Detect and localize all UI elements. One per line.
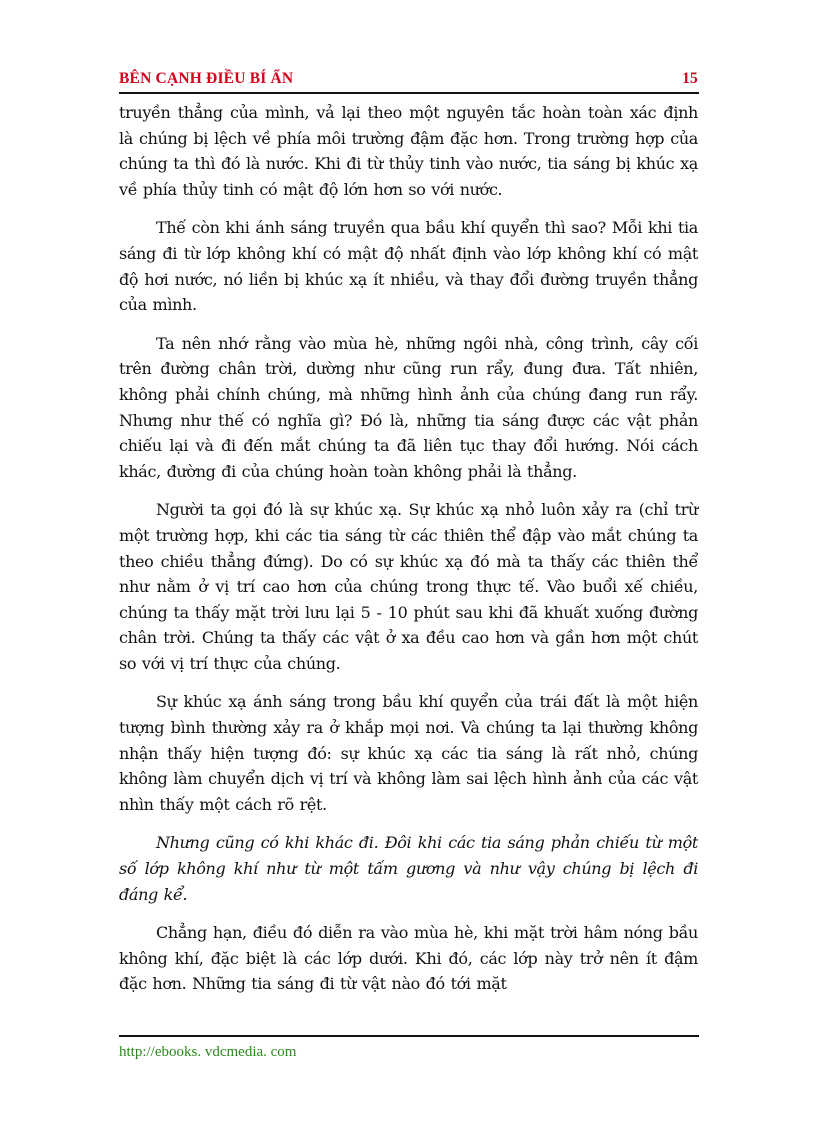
- paragraph-1: truyền thẳng của mình, vả lại theo một nguyên tắc hoàn toàn xác định là chúng bị lệch về phía môi trường đậm đặc hơn. Trong trường hợp của chúng ta thì đó là nước. Khi đi từ thủy tinh vào nước, tia sáng bị khúc xạ về phía thủy tinh có mật độ lớn hơn so với nước.: [119, 103, 698, 199]
- footer-divider: [119, 1035, 699, 1037]
- header-divider: [119, 92, 699, 94]
- page-header: [119, 62, 698, 88]
- paragraph-6-italic: Nhưng cũng có khi khác đi. Đôi khi các tia sáng phản chiếu từ một số lớp không khí như từ một tấm gương và như vậy chúng bị lệch đi đáng kể.: [119, 833, 698, 904]
- paragraph-3: Ta nên nhớ rằng vào mùa hè, những ngôi nhà, công trình, cây cối trên đường chân trời, dường như cũng run rẩy, đung đưa. Tất nhiên, không phải chính chúng, mà những hình ảnh của chúng đang run rẩy. Nhưng như thế có nghĩa gì? Đó là, những tia sáng được các vật phản chiếu lại và đi đến mắt chúng ta đã liên tục thay đổi hướng. Nói cách khác, đường đi của chúng hoàn toàn không phải là thẳng.: [119, 333, 698, 481]
- paragraph-5: Sự khúc xạ ánh sáng trong bầu khí quyển của trái đất là một hiện tượng bình thường xảy ra ở khắp mọi nơi. Và chúng ta lại thường không nhận thấy hiện tượng đó: sự khúc xạ các tia sáng là rất nhỏ, chúng không làm chuyển dịch vị trí và không làm sai lệch hình ảnh của các vật nhìn thấy một cách rõ rệt.: [119, 692, 698, 814]
- body-text: [119, 100, 698, 1010]
- footer-url[interactable]: http://ebooks. vdcmedia. com: [119, 1044, 297, 1060]
- paragraph-7: Chẳng hạn, điều đó diễn ra vào mùa hè, khi mặt trời hâm nóng bầu không khí, đặc biệt là các lớp dưới. Khi đó, các lớp này trở nên ít đậm đặc hơn. Những tia sáng đi từ vật nào đó tới mặt: [119, 923, 698, 994]
- paragraph-2: Thế còn khi ánh sáng truyền qua bầu khí quyển thì sao? Mỗi khi tia sáng đi từ lớp không khí có mật độ nhất định vào lớp không khí có mật độ hơi nước, nó liền bị khúc xạ ít nhiều, và thay đổi đường truyền thẳng của mình.: [119, 218, 698, 315]
- page-number: 15: [682, 70, 698, 87]
- chapter-title: BÊN CẠNH ĐIỀU BÍ ẨN: [119, 70, 294, 87]
- paragraph-4: Người ta gọi đó là sự khúc xạ. Sự khúc xạ nhỏ luôn xảy ra (chỉ trừ một trường hợp, khi các tia sáng từ các thiên thể đập vào mắt chúng ta theo chiều thẳng đứng). Do có sự khúc xạ đó mà ta thấy các thiên thể như nằm ở vị trí cao hơn của chúng trong thực tế. Vào buổi xế chiều, chúng ta thấy mặt trời lưu lại 5 - 10 phút sau khi đã khuất xuống đường chân trời. Chúng ta thấy các vật ở xa đều cao hơn và gần hơn một chút so với vị trí thực của chúng.: [119, 500, 698, 673]
